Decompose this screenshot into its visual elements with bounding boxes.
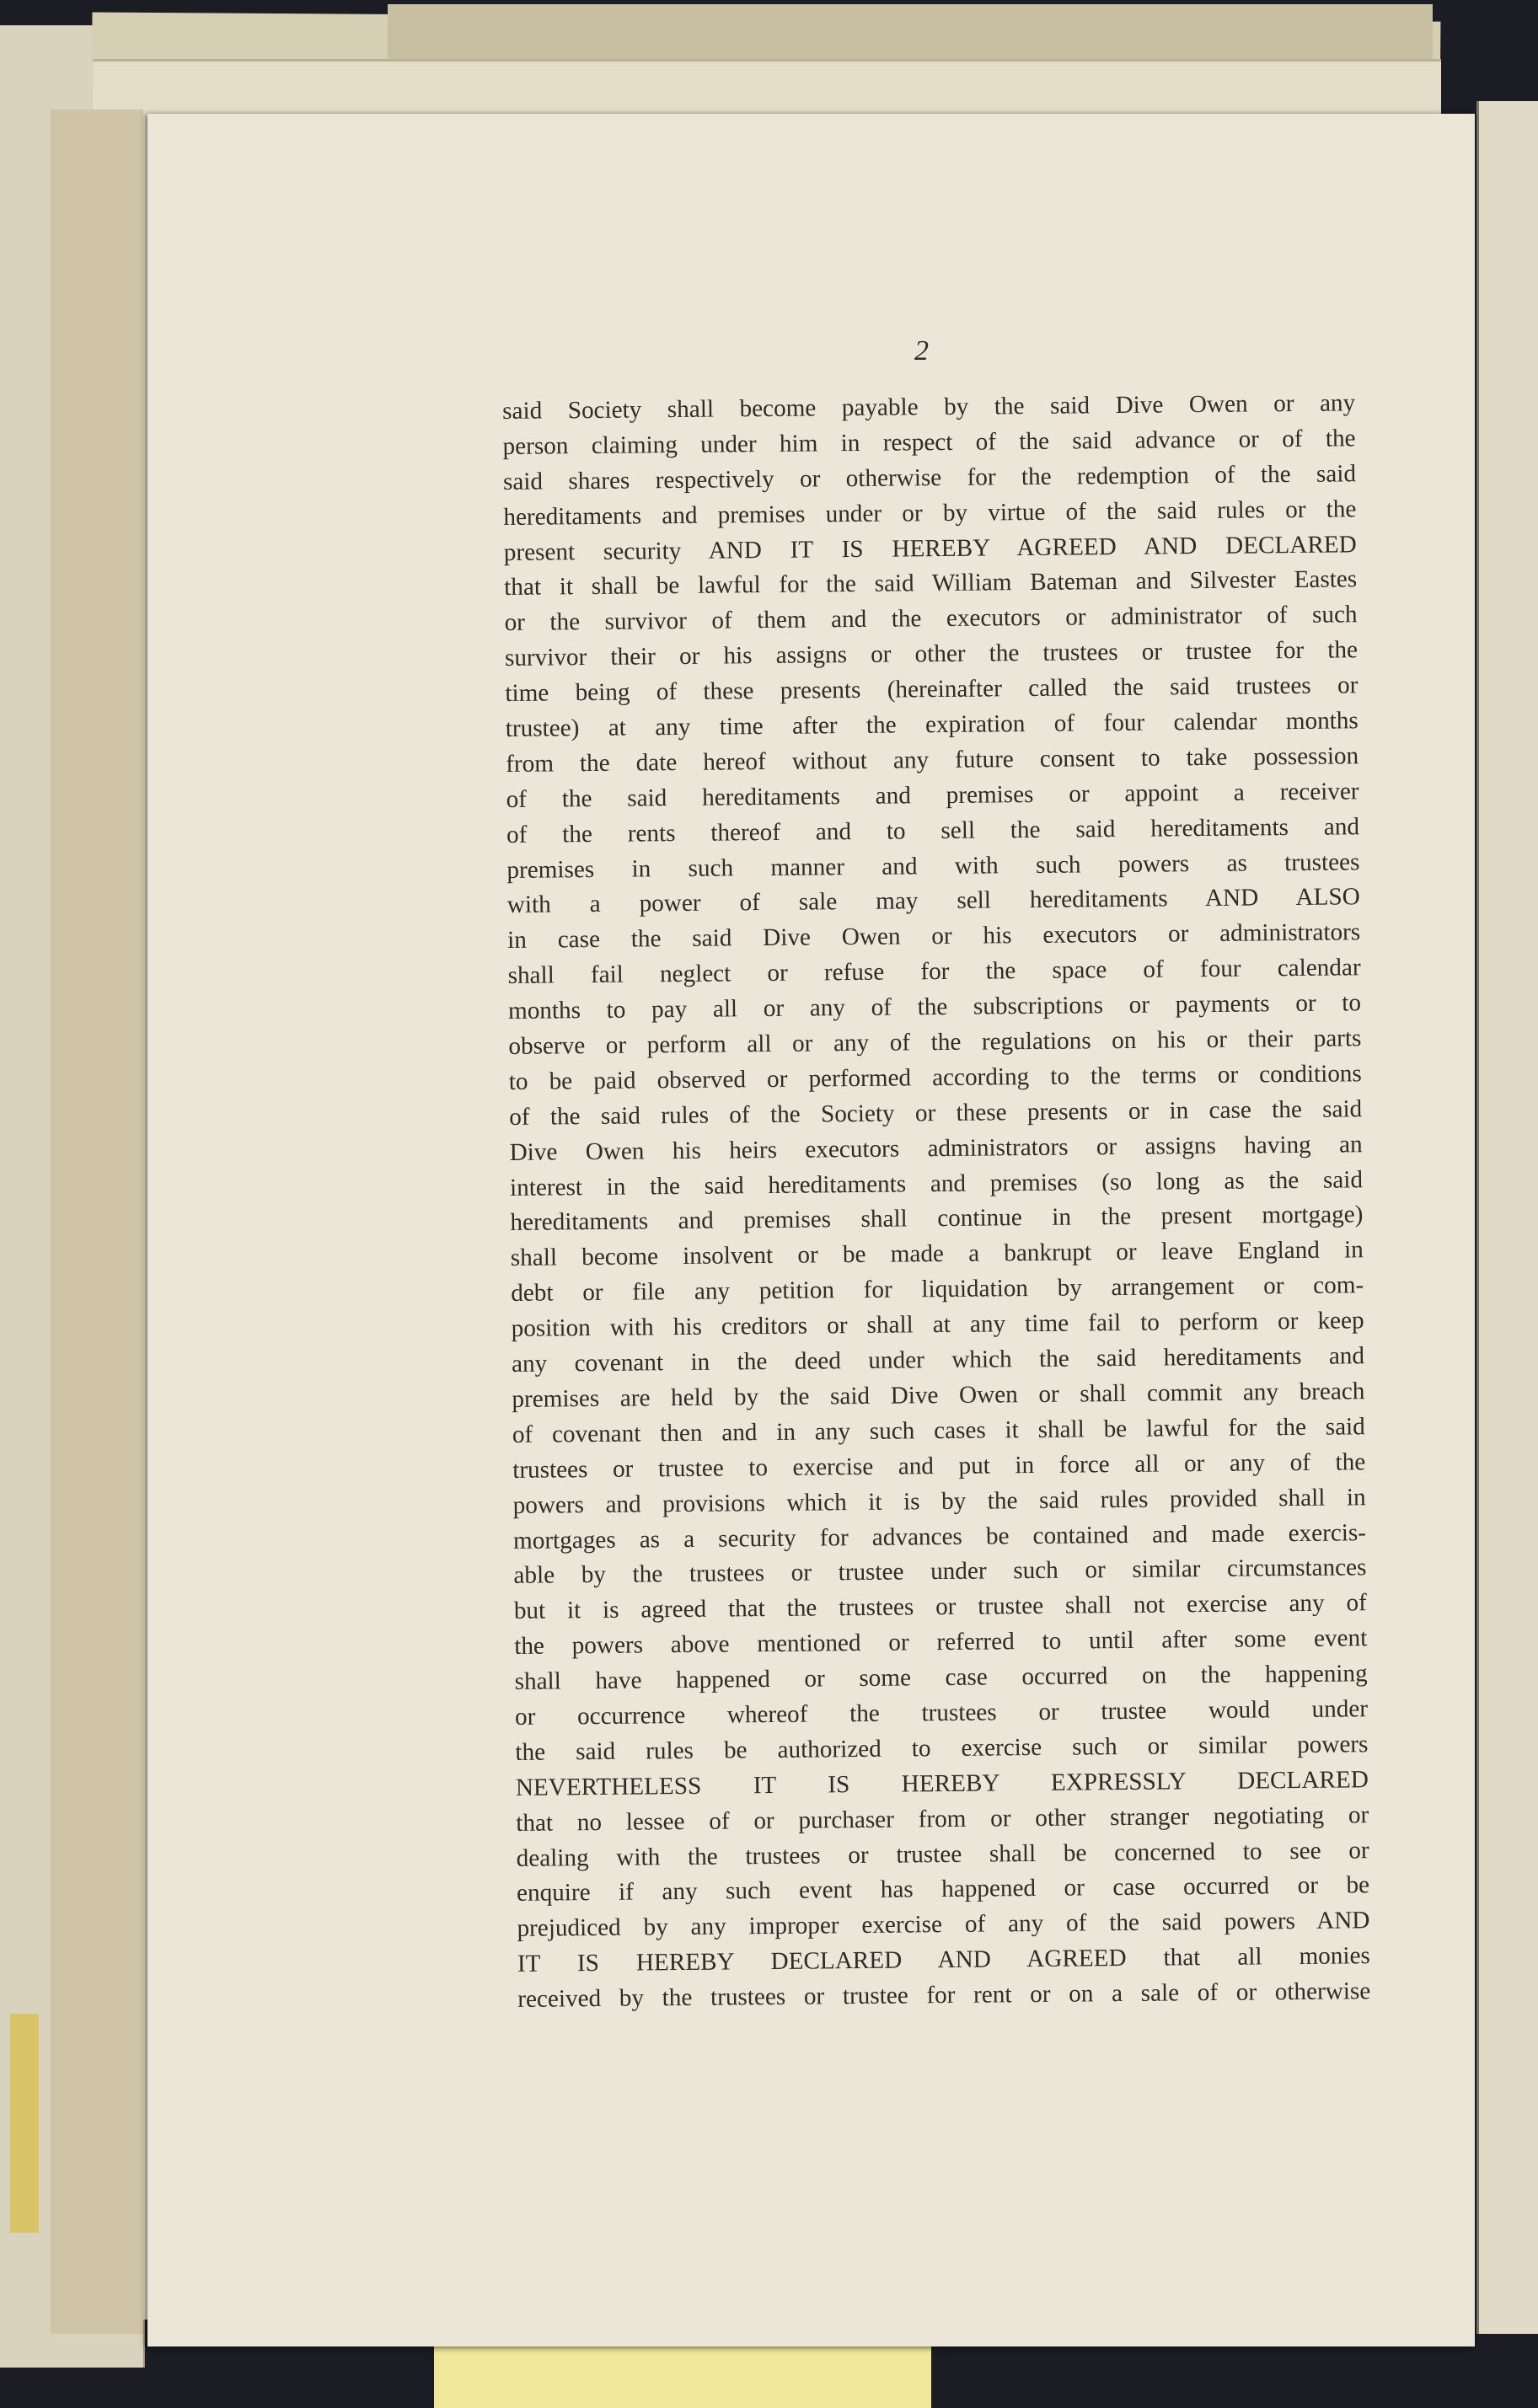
text-line: or occurrence whereof the trustees or trustee would under bbox=[514, 1695, 1369, 1731]
text-line: received by the trustees or trustee for rent or on a sale of or otherwise bbox=[517, 1977, 1371, 2013]
text-line: of the rents thereof and to sell the said hereditaments and bbox=[506, 812, 1360, 848]
text-line: interest in the said hereditaments and premises (so long as the said bbox=[509, 1165, 1364, 1201]
text-line: the powers above mentioned or referred to until after some event bbox=[514, 1624, 1368, 1661]
text-line: shall have happened or some case occurred on the happening bbox=[514, 1660, 1368, 1695]
text-line: premises are held by the said Dive Owen or shall commit any breach bbox=[512, 1378, 1365, 1413]
text-line: of covenant then and in any such cases it shall be lawful for the said bbox=[512, 1413, 1365, 1448]
text-line: or the survivor of them and the executors or administrator of such bbox=[504, 601, 1358, 637]
text-line: said shares respectively or otherwise for the redemption of the said bbox=[502, 460, 1357, 495]
text-line: trustees or trustee to exercise and put in force all or any of the bbox=[512, 1447, 1366, 1484]
text-line: time being of these presents (hereinafter called the said trustees or bbox=[505, 672, 1358, 708]
text-line: able by the trustees or trustee under such or similar circumstances bbox=[513, 1554, 1367, 1590]
text-line: of the said hereditaments and premises or appoint a receiver bbox=[506, 778, 1359, 813]
text-line: hereditaments and premises shall continue in the present mortgage) bbox=[510, 1201, 1364, 1237]
text-line: observe or perform all or any of the regulations on his or their parts bbox=[508, 1025, 1362, 1060]
text-line: but it is agreed that the trustees or trustee shall not exercise any of bbox=[513, 1589, 1367, 1625]
text-line: hereditaments and premises under or by virtue of the said rules or the bbox=[503, 495, 1357, 531]
text-line: NEVERTHELESS IT IS HEREBY EXPRESSLY DECLARED bbox=[515, 1765, 1369, 1801]
text-line: IT IS HEREBY DECLARED AND AGREED that all monies bbox=[517, 1942, 1370, 1978]
text-line: dealing with the trustees or trustee shall be concerned to see or bbox=[516, 1836, 1369, 1872]
text-line: person claiming under him in respect of the said advance or of the bbox=[502, 425, 1356, 460]
text-line: shall become insolvent or be made a bankrupt or leave England in bbox=[510, 1236, 1364, 1272]
text-line: enquire if any such event has happened or case occurred or be bbox=[516, 1871, 1370, 1908]
text-line: of the said rules of the Society or these presents or in case the said bbox=[509, 1095, 1363, 1131]
text-line: said Society shall become payable by the said Dive Owen or any bbox=[502, 389, 1356, 425]
text-line: to be paid observed or performed according to the terms or conditions bbox=[508, 1060, 1362, 1095]
text-line: in case the said Dive Owen or his executors or administrators bbox=[507, 918, 1361, 955]
text-line: premises in such manner and with such powers as trustees bbox=[506, 848, 1360, 884]
text-line: shall fail neglect or refuse for the space of four calendar bbox=[507, 954, 1361, 990]
right-page-edge bbox=[1476, 101, 1538, 2334]
text-line: with a power of sale may sell hereditaments AND ALSO bbox=[506, 883, 1360, 919]
text-line: that it shall be lawful for the said William Bateman and Silvester Eastes bbox=[504, 565, 1358, 602]
text-line: from the date hereof without any future consent to take possession bbox=[506, 742, 1359, 778]
text-line: trustee) at any time after the expiration of four calendar months bbox=[505, 707, 1358, 742]
bottom-paper-tag bbox=[434, 2341, 931, 2408]
text-line: present security AND IT IS HEREBY AGREED AND DECLARED bbox=[503, 530, 1357, 566]
deed-body-text bbox=[502, 386, 1370, 2018]
page-number: 2 bbox=[914, 335, 929, 367]
text-line: survivor their or his assigns or other the trustees or trustee for the bbox=[504, 636, 1358, 672]
text-line: debt or file any petition for liquidation by arrangement or com- bbox=[511, 1271, 1364, 1308]
left-page-strip bbox=[51, 110, 143, 2334]
text-line: any covenant in the deed under which the said hereditaments and bbox=[511, 1342, 1365, 1378]
side-tape bbox=[10, 2014, 39, 2233]
text-line: prejudiced by any improper exercise of any of the said powers AND bbox=[517, 1907, 1370, 1943]
text-line: powers and provisions which it is by the said rules provided shall in bbox=[512, 1483, 1366, 1519]
text-line: the said rules be authorized to exercise such or similar powers bbox=[515, 1731, 1369, 1766]
text-line: position with his creditors or shall at any time fail to perform or keep bbox=[511, 1307, 1364, 1343]
text-line: that no lessee of or purchaser from or other stranger negotiating or bbox=[516, 1801, 1369, 1837]
text-line: months to pay all or any of the subscriptions or payments or to bbox=[507, 989, 1362, 1025]
text-line: mortgages as a security for advances be contained and made exercis- bbox=[512, 1518, 1367, 1554]
text-line: Dive Owen his heirs executors administrators or assigns having an bbox=[509, 1130, 1363, 1166]
